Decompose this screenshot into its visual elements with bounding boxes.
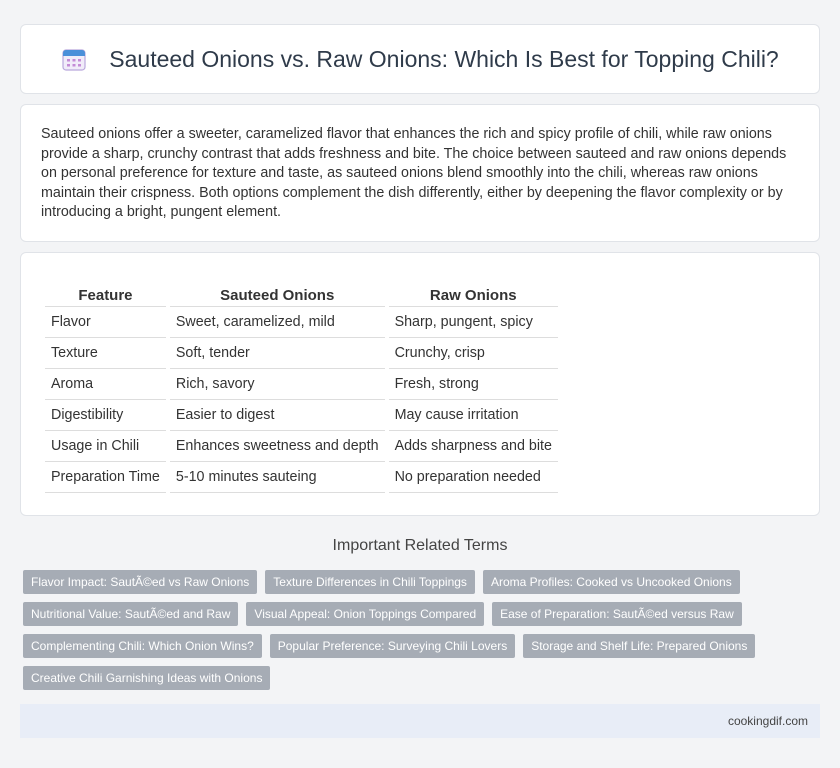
table-cell: Rich, savory — [170, 369, 385, 400]
related-tag[interactable]: Nutritional Value: SautÃ©ed and Raw — [23, 602, 238, 626]
related-terms-section — [20, 536, 820, 690]
header-feature: Feature — [45, 283, 166, 307]
table-cell: Fresh, strong — [389, 369, 558, 400]
table-cell: Crunchy, crisp — [389, 338, 558, 369]
header-sauteed: Sauteed Onions — [170, 283, 385, 307]
table-row — [45, 462, 558, 493]
table-row — [45, 369, 558, 400]
related-tag[interactable]: Ease of Preparation: SautÃ©ed versus Raw — [492, 602, 742, 626]
related-tag[interactable]: Creative Chili Garnishing Ideas with Onions — [23, 666, 270, 690]
table-cell: Preparation Time — [45, 462, 166, 493]
footer — [20, 704, 820, 738]
related-tags — [20, 570, 810, 690]
table-cell: Usage in Chili — [45, 431, 166, 462]
comparison-table — [41, 283, 562, 493]
related-tag[interactable]: Popular Preference: Surveying Chili Lovers — [270, 634, 515, 658]
table-cell: Texture — [45, 338, 166, 369]
table-cell: Soft, tender — [170, 338, 385, 369]
table-cell: Enhances sweetness and depth — [170, 431, 385, 462]
title-card — [20, 24, 820, 94]
table-cell: Easier to digest — [170, 400, 385, 431]
intro-card — [20, 104, 820, 242]
related-tag[interactable]: Flavor Impact: SautÃ©ed vs Raw Onions — [23, 570, 257, 594]
header-raw: Raw Onions — [389, 283, 558, 307]
related-terms-title: Important Related Terms — [332, 537, 508, 554]
table-cell: No preparation needed — [389, 462, 558, 493]
page-title: Sauteed Onions vs. Raw Onions: Which Is Best for Topping Chili? — [109, 45, 779, 72]
intro-paragraph: Sauteed onions offer a sweeter, caramelized flavor that enhances the rich and spicy profile of chili, while raw onions provide a sharp, crunchy contrast that adds freshness and bite. The choice between sauteed and raw onions depends on personal preference for texture and taste, as sauteed onions blend smoothly into the chili, whereas raw onions maintain their crispness. Both options complement the dish differently, either by deepening the flavor complexity or by introducing a bright, pungent element. — [41, 126, 787, 221]
related-tag[interactable]: Visual Appeal: Onion Toppings Compared — [246, 602, 484, 626]
table-row — [45, 400, 558, 431]
table-row — [45, 338, 558, 369]
related-tag[interactable]: Complementing Chili: Which Onion Wins? — [23, 634, 262, 658]
related-tag[interactable]: Storage and Shelf Life: Prepared Onions — [523, 634, 755, 658]
table-cell: Adds sharpness and bite — [389, 431, 558, 462]
table-header-row — [45, 283, 558, 307]
table-row — [45, 431, 558, 462]
calendar-icon — [61, 46, 87, 72]
table-cell: Sweet, caramelized, mild — [170, 307, 385, 338]
table-cell: Flavor — [45, 307, 166, 338]
related-tag[interactable]: Aroma Profiles: Cooked vs Uncooked Onions — [483, 570, 740, 594]
table-cell: Aroma — [45, 369, 166, 400]
comparison-card — [20, 252, 820, 516]
table-cell: Digestibility — [45, 400, 166, 431]
footer-site[interactable]: cookingdif.com — [727, 714, 808, 728]
table-cell: 5-10 minutes sauteing — [170, 462, 385, 493]
related-tag[interactable]: Texture Differences in Chili Toppings — [265, 570, 475, 594]
table-cell: Sharp, pungent, spicy — [389, 307, 558, 338]
table-cell: May cause irritation — [389, 400, 558, 431]
table-row — [45, 307, 558, 338]
